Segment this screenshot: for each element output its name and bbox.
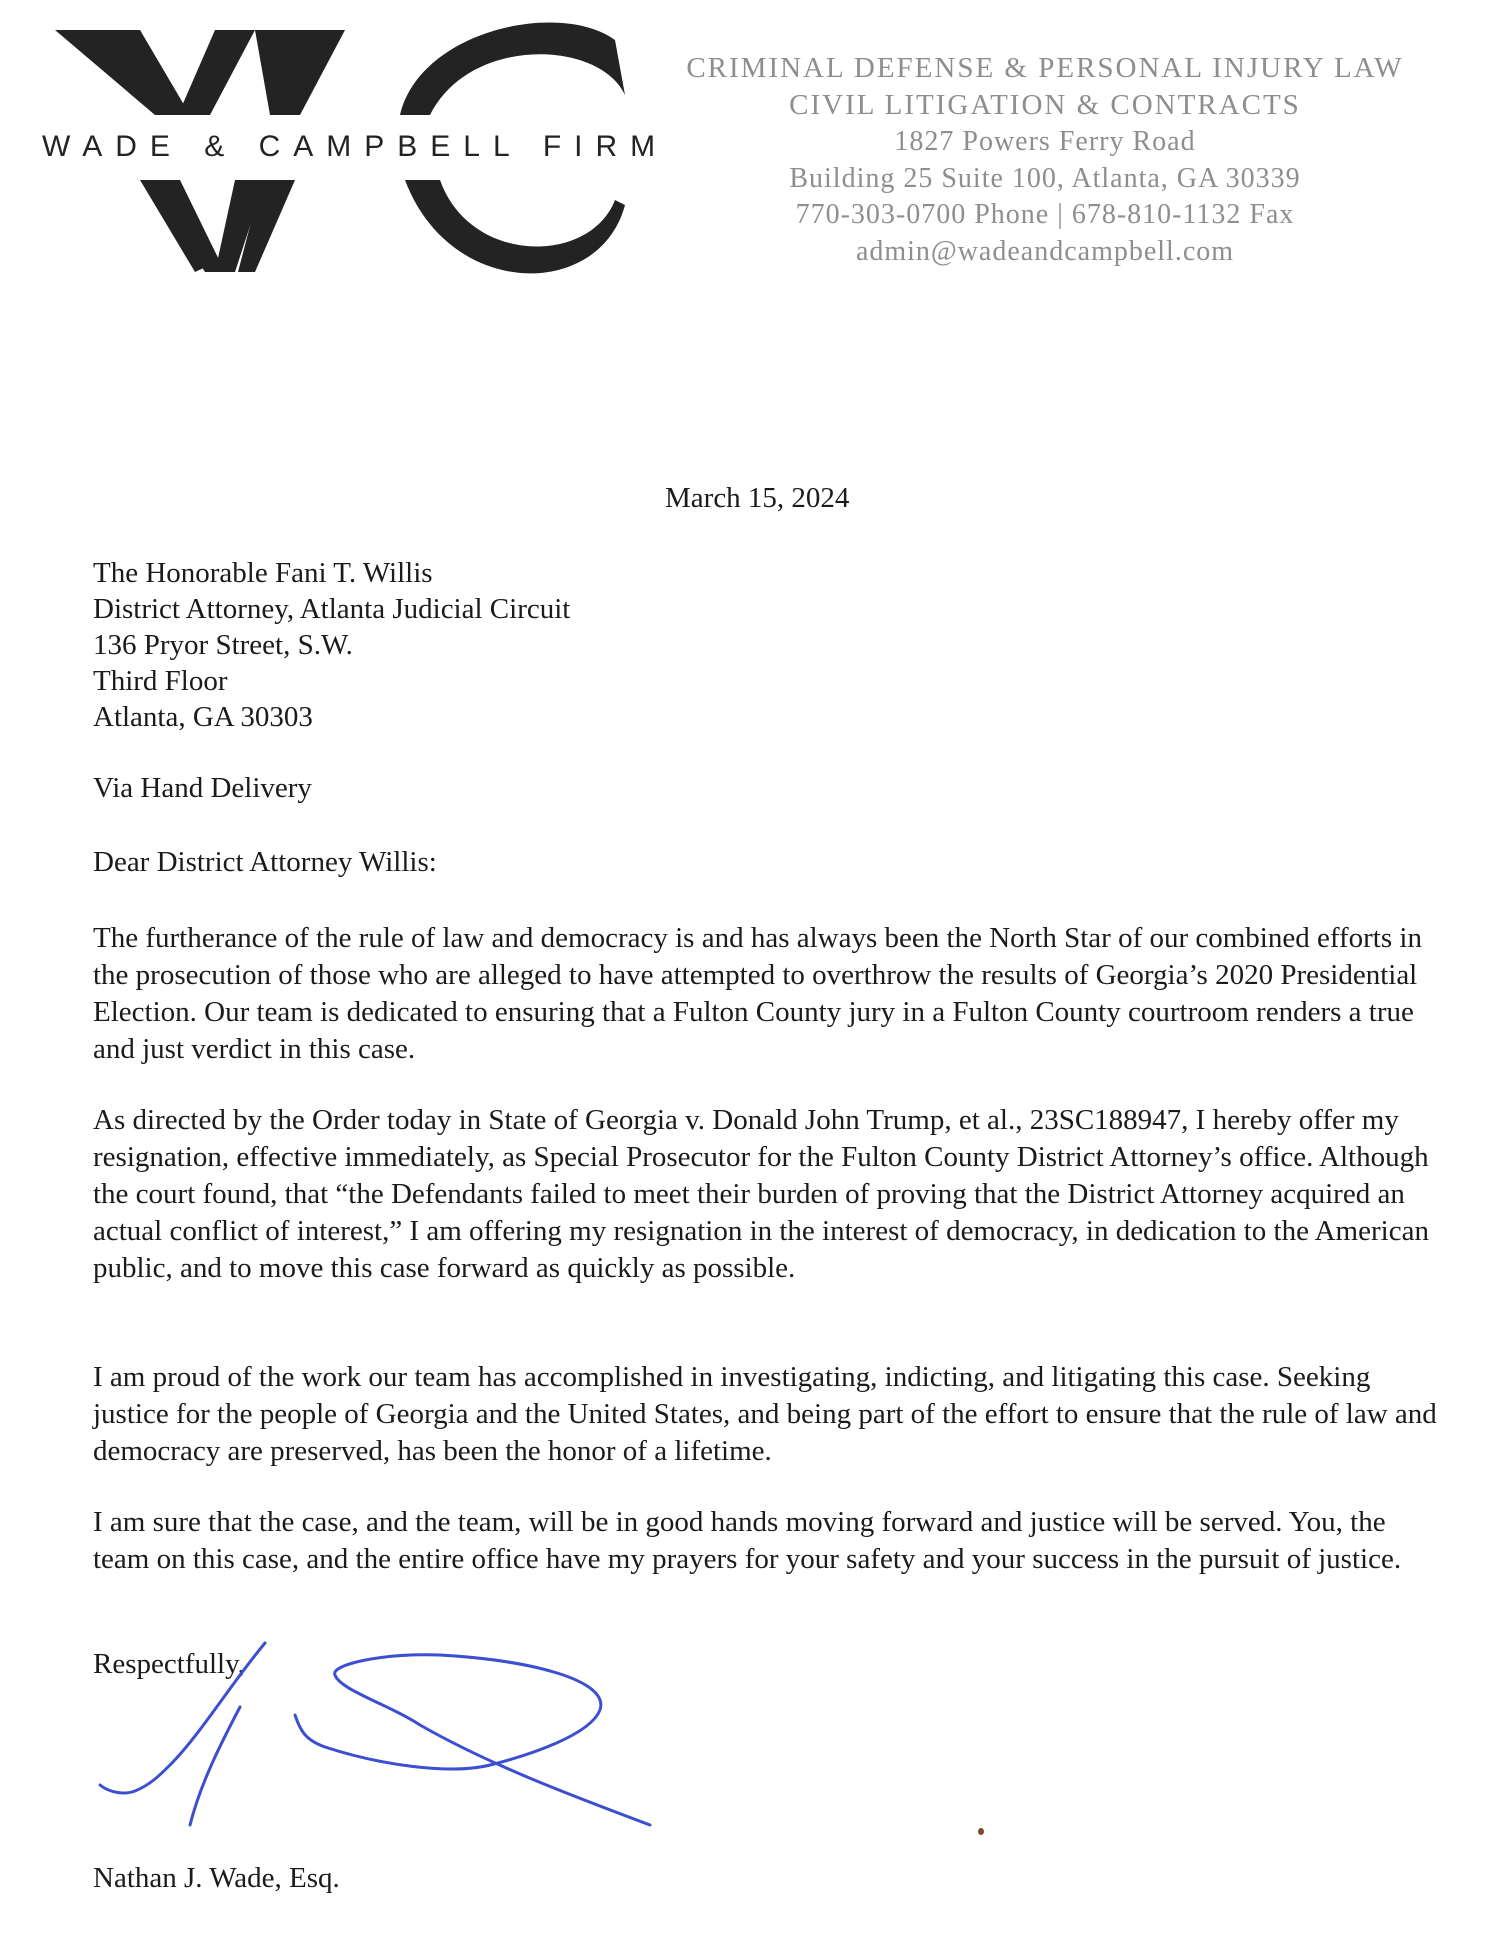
recipient-city: Atlanta, GA 30303 [93,701,313,733]
body-paragraph-1: The furtherance of the rule of law and democracy is and has always been the North Star of our combined efforts in the prosecution of those who are alleged to have attempted to overthrow the results of Georgia’s 2020 Presidential Election. Our team is dedicated to ensuring that a Fulton County jury in a Fulton County courtroom renders a true and just verdict in this case. [93,922,1422,1065]
recipient-title: District Attorney, Atlanta Judicial Circuit [93,593,571,625]
closing: Respectfully, [93,1648,245,1680]
letterhead-info [660,50,1430,270]
firm-email: admin@wadeandcampbell.com [855,235,1235,267]
signer-name: Nathan J. Wade, Esq. [93,1862,340,1894]
firm-suite: Building 25 Suite 100, Atlanta, GA 30339 [789,162,1301,194]
delivery-method: Via Hand Delivery [93,772,312,804]
scan-speck [978,1828,984,1835]
recipient-address [93,555,570,735]
recipient-street: 136 Pryor Street, S.W. [93,629,353,661]
firm-logo [0,0,669,300]
practice-areas-line-2: CIVIL LITIGATION & CONTRACTS [789,89,1301,121]
letter-date: March 15, 2024 [665,482,850,514]
body-paragraph-4: I am sure that the case, and the team, will be in good hands moving forward and justice will be served. You, the team on this case, and the entire office have my prayers for your safety and your success in the pursuit of justice. [93,1506,1402,1575]
recipient-name: The Honorable Fani T. Willis [93,557,433,589]
salutation: Dear District Attorney Willis: [93,846,437,878]
practice-areas-line-1: CRIMINAL DEFENSE & PERSONAL INJURY LAW [686,52,1404,84]
body-paragraph-3: I am proud of the work our team has accomplished in investigating, indicting, and litigating this case. Seeking justice for the people of Georgia and the United States, and being part of the effort to ensure that the rule of law and democracy are preserved, has been the honor of a lifetime. [93,1361,1437,1467]
firm-phone-fax: 770-303-0700 Phone | 678-810-1132 Fax [795,199,1295,230]
signature-stroke [90,1625,850,1855]
handwritten-signature [90,1625,850,1855]
body-paragraph-2: As directed by the Order today in State of Georgia v. Donald John Trump, et al., 23SC188947, I hereby offer my resignation, effective immediately, as Special Prosecutor for the Fulton County District Attorney’s office. Although the court found, that “the Defendants failed to meet their burden of proving that the District Attorney acquired an actual conflict of interest,” I am offering my resignation in the interest of democracy, in dedication to the American public, and to move this case forward as quickly as possible. [93,1104,1429,1284]
recipient-floor: Third Floor [93,665,228,697]
firm-street: 1827 Powers Ferry Road [894,126,1196,157]
firm-name: WADE & CAMPBELL FIRM [40,128,662,166]
